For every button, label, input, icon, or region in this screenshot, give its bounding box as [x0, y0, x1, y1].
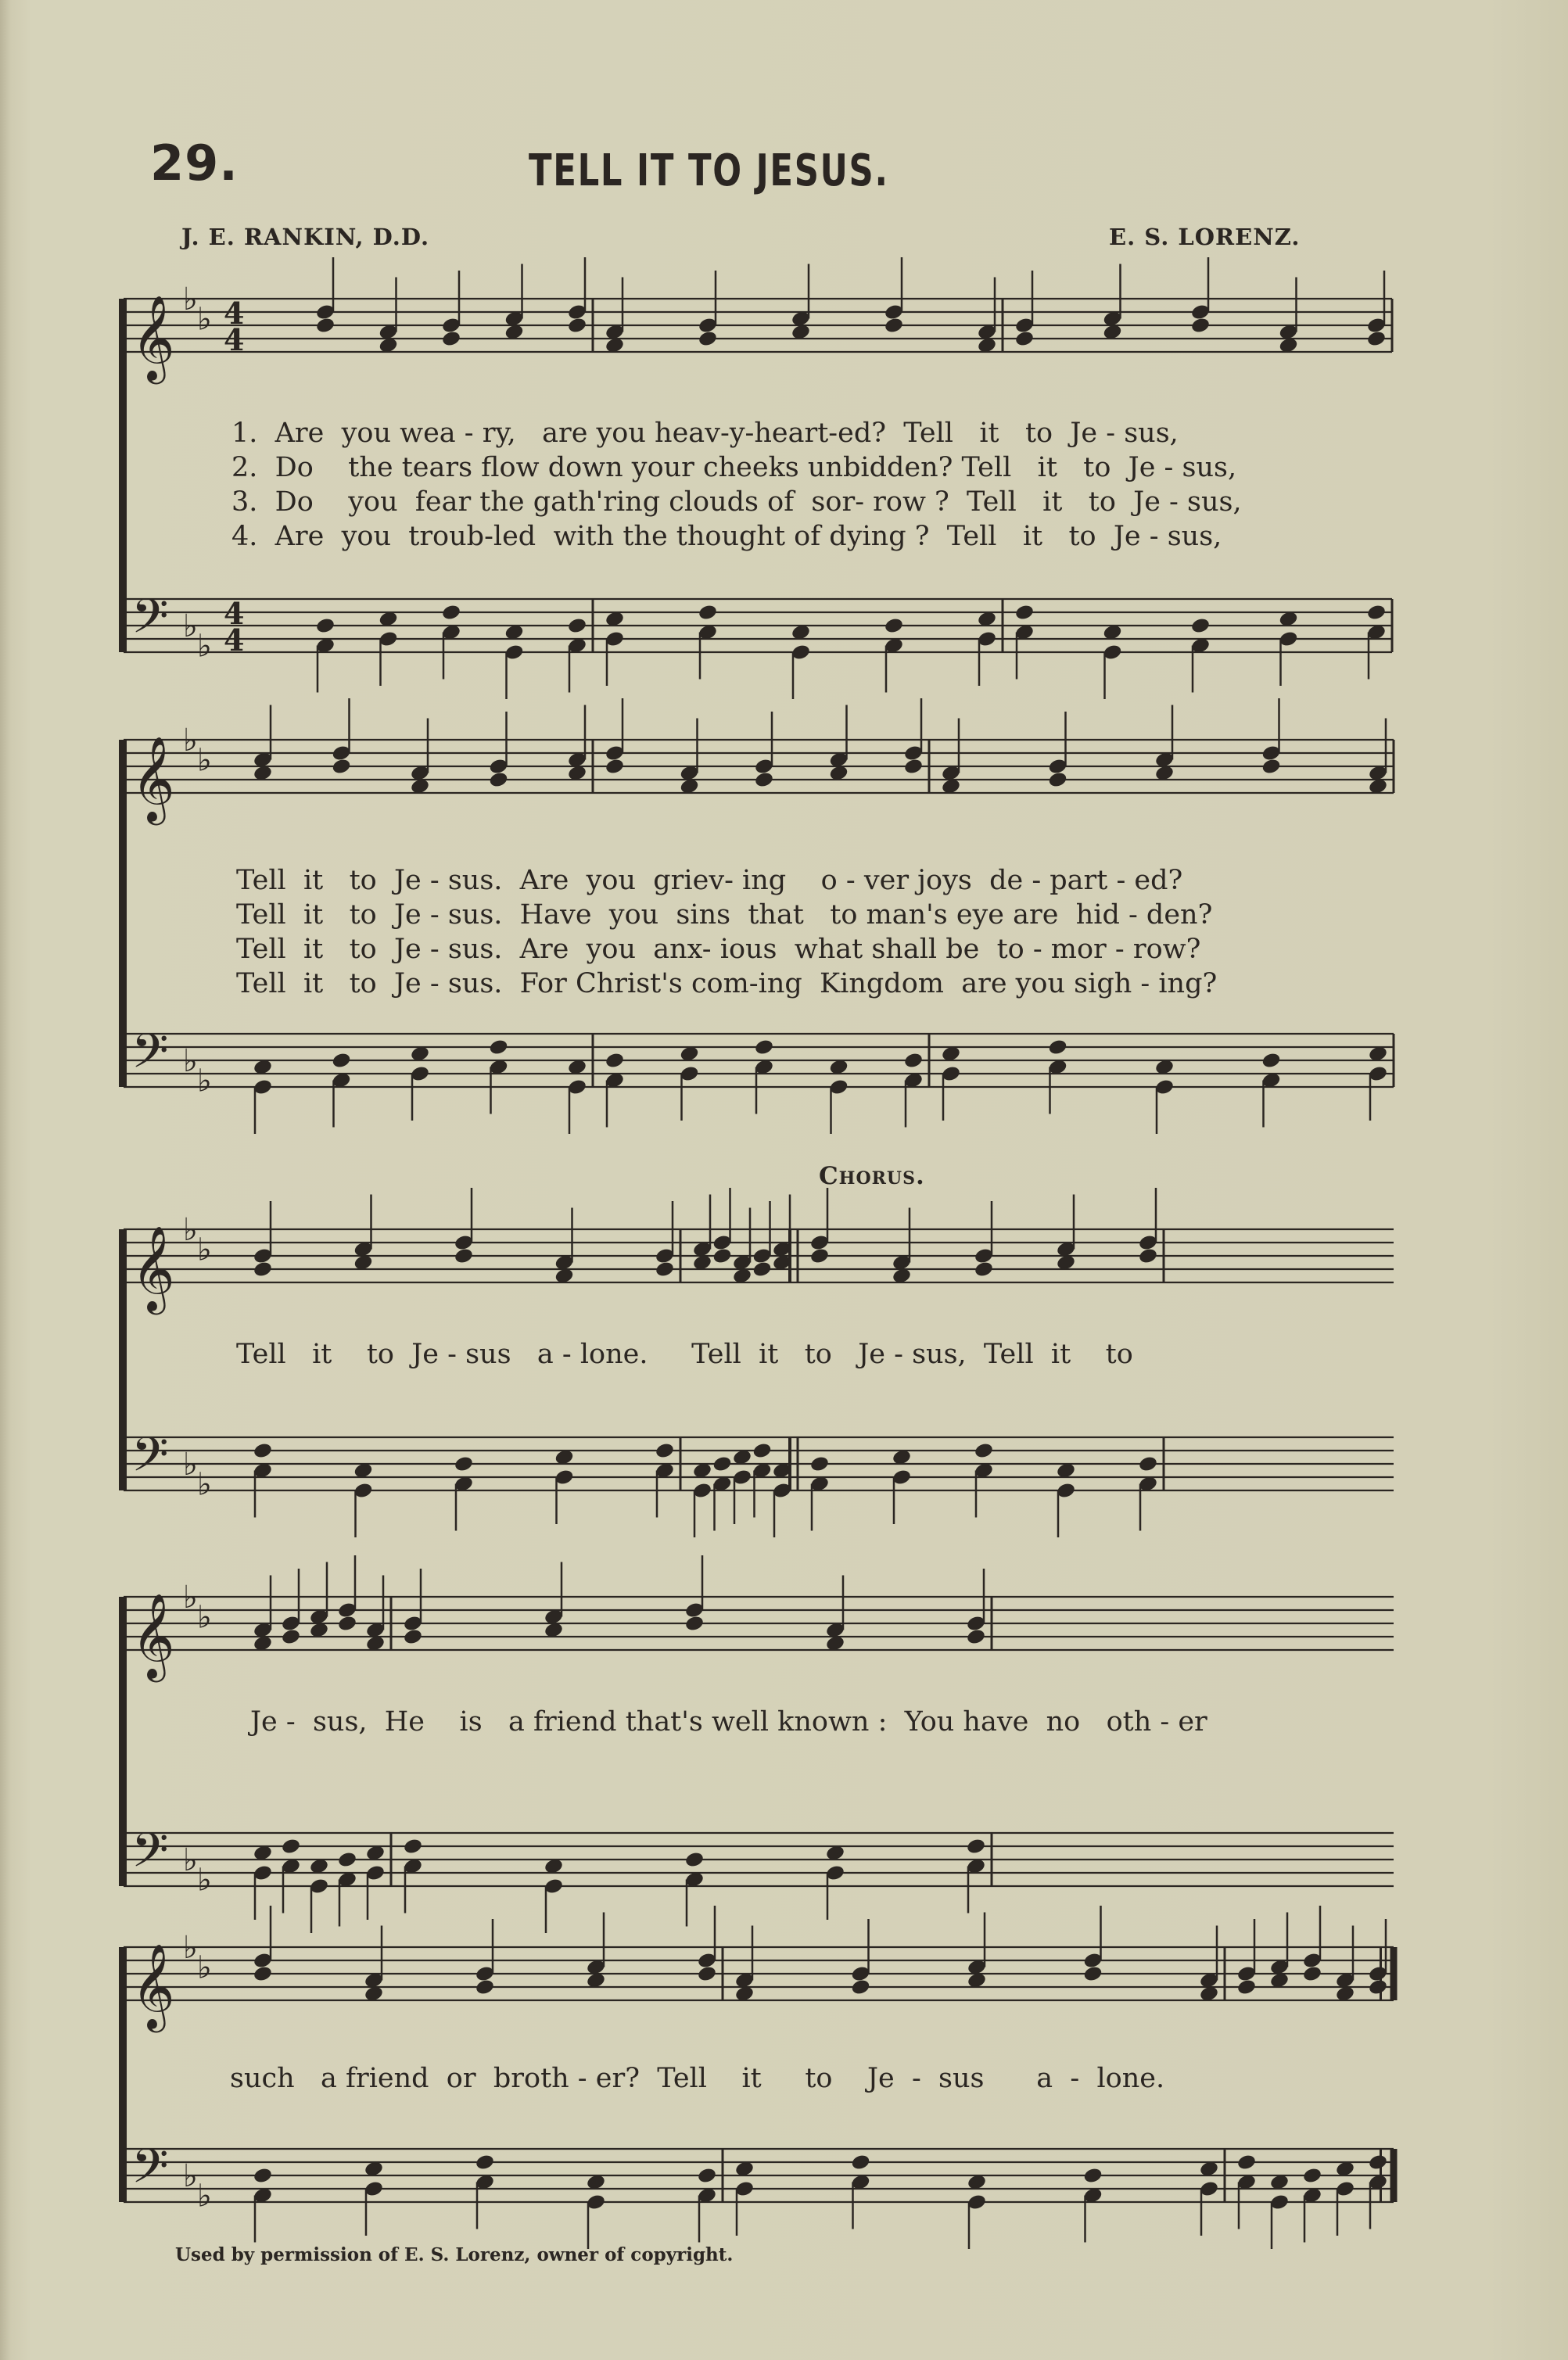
- flat-sign: ♭: [197, 1466, 212, 1503]
- lyric-line-verse-2: Tell it to Je - sus. Have you sins that to man's eye are hid - den?: [236, 899, 1213, 931]
- bar-line: [928, 1034, 931, 1087]
- note-head: [315, 617, 335, 635]
- treble-clef: 𝄞: [131, 1226, 175, 1311]
- note-head: [441, 604, 461, 622]
- flat-sign: ♭: [183, 1930, 198, 1966]
- copyright-footer: Used by permission of E. S. Lorenz, owner of copyright.: [175, 2244, 734, 2265]
- bar-line: [390, 1833, 393, 1886]
- note-head: [903, 1052, 924, 1070]
- note-head: [1138, 1247, 1158, 1265]
- bar-line: [1391, 599, 1394, 652]
- note-head: [684, 1615, 705, 1633]
- note-head: [403, 1838, 423, 1856]
- note-head: [697, 1965, 717, 1983]
- lyric-line-verse-4: Tell it to Je - sus. For Christ's com-ing Kingdom are you sigh - ing?: [236, 968, 1218, 999]
- note-head: [567, 317, 587, 335]
- bar-line: [680, 1229, 682, 1282]
- bass-clef: 𝄢: [131, 1823, 169, 1890]
- note-head: [966, 1628, 986, 1646]
- bar-line: [788, 1437, 791, 1490]
- time-signature-lower: 4: [224, 322, 245, 357]
- lyric-line-verse-3: Tell it to Je - sus. Are you anx- ious what shall be to - mor - row?: [236, 934, 1201, 965]
- bar-line: [1224, 2149, 1226, 2202]
- system-brace: [119, 1947, 127, 2202]
- system-brace: [119, 740, 127, 1087]
- treble-clef: 𝄞: [131, 1944, 175, 2029]
- note-head: [253, 2167, 273, 2185]
- note-head: [1261, 758, 1281, 776]
- bar-line: [592, 1034, 594, 1087]
- note-head: [974, 1261, 994, 1279]
- bar-line: [1390, 1947, 1398, 2000]
- bar-line: [592, 299, 594, 352]
- bar-line: [390, 1597, 393, 1650]
- bar-line: [1393, 740, 1395, 793]
- note-head: [1302, 2167, 1322, 2185]
- bass-clef: 𝄢: [131, 589, 169, 656]
- note-head: [605, 758, 625, 776]
- lyric-line-chorus: Tell it to Je - sus a - lone. Tell it to Je - sus, Tell it to: [236, 1339, 1133, 1370]
- flat-sign: ♭: [183, 1842, 198, 1878]
- note-head: [1261, 1052, 1281, 1070]
- note-head: [281, 1628, 301, 1646]
- note-head: [1190, 317, 1211, 335]
- note-head: [754, 771, 774, 789]
- bass-clef: 𝄢: [131, 2139, 169, 2206]
- flat-sign: ♭: [183, 1043, 198, 1079]
- note-head: [754, 1038, 774, 1056]
- note-head: [903, 758, 924, 776]
- note-head: [488, 771, 508, 789]
- flat-sign: ♭: [183, 282, 198, 317]
- time-signature-lower: 4: [224, 622, 245, 658]
- note-head: [884, 617, 904, 635]
- composer-credit: E. S. LORENZ.: [1109, 224, 1301, 250]
- note-head: [337, 1851, 357, 1869]
- note-head: [1082, 1965, 1103, 1983]
- note-head: [403, 1628, 423, 1646]
- flat-sign: ♭: [197, 1862, 212, 1899]
- flat-sign: ♭: [197, 1063, 212, 1099]
- system-brace: [119, 1597, 127, 1886]
- hymn-title: TELL IT TO JESUS.: [529, 145, 889, 196]
- note-head: [605, 1052, 625, 1070]
- note-head: [331, 1052, 351, 1070]
- bar-line: [928, 740, 931, 793]
- flat-sign: ♭: [183, 1447, 198, 1483]
- bar-line: [1163, 1437, 1165, 1490]
- note-head: [488, 1038, 508, 1056]
- note-head: [1236, 1978, 1257, 1996]
- note-head: [1366, 604, 1387, 622]
- note-head: [567, 617, 587, 635]
- bar-line: [797, 1229, 799, 1282]
- bar-line: [1224, 1947, 1226, 2000]
- note-head: [1047, 771, 1067, 789]
- note-head: [698, 604, 718, 622]
- note-head: [712, 1247, 732, 1265]
- note-head: [684, 1851, 705, 1869]
- note-head: [253, 1261, 273, 1279]
- bass-clef: 𝄢: [131, 1427, 169, 1494]
- bar-line: [797, 1437, 799, 1490]
- note-head: [1368, 2154, 1388, 2172]
- hymn-number: 29.: [150, 134, 239, 192]
- bar-line: [592, 740, 594, 793]
- note-head: [281, 1838, 301, 1856]
- note-head: [752, 1442, 772, 1460]
- bar-line: [1002, 599, 1004, 652]
- bar-line: [1393, 1034, 1395, 1087]
- note-head: [1368, 1978, 1388, 1996]
- bar-line: [1391, 299, 1394, 352]
- chorus-label: Chorus.: [819, 1162, 925, 1190]
- lyric-line-verse-2: 2. Do the tears flow down your cheeks unbidden? Tell it to Je - sus,: [231, 452, 1237, 483]
- lyric-line-verse-1: Tell it to Je - sus. Are you griev- ing o - ver joys de - part - ed?: [236, 865, 1183, 896]
- bar-line: [1390, 2149, 1398, 2202]
- bar-line: [991, 1833, 993, 1886]
- note-head: [1236, 2154, 1257, 2172]
- bar-line: [592, 599, 594, 652]
- note-head: [966, 1838, 986, 1856]
- flat-sign: ♭: [183, 608, 198, 644]
- flat-sign: ♭: [197, 1232, 212, 1268]
- flat-sign: ♭: [197, 1599, 212, 1636]
- note-head: [315, 317, 335, 335]
- lyric-line-verse-1: 1. Are you wea - ry, are you heav-y-heart-ed? Tell it to Je - sus,: [231, 418, 1179, 449]
- time-signature-upper: 4: [224, 596, 245, 631]
- note-head: [697, 2167, 717, 2185]
- flat-sign: ♭: [197, 628, 212, 665]
- note-head: [655, 1442, 675, 1460]
- treble-clef: 𝄞: [131, 737, 175, 822]
- bar-line: [680, 1437, 682, 1490]
- treble-clef: 𝄞: [131, 1594, 175, 1679]
- note-head: [253, 1442, 273, 1460]
- bar-line: [1002, 299, 1004, 352]
- note-head: [337, 1615, 357, 1633]
- note-head: [454, 1247, 474, 1265]
- bar-line: [722, 2149, 724, 2202]
- note-head: [655, 1261, 675, 1279]
- note-head: [1014, 604, 1035, 622]
- note-head: [1366, 330, 1387, 348]
- note-head: [1190, 617, 1211, 635]
- lyric-line-chorus: Je - sus, He is a friend that's well known : You have no oth - er: [250, 1706, 1207, 1738]
- bar-line: [722, 1947, 724, 2000]
- note-head: [1082, 2167, 1103, 2185]
- flat-sign: ♭: [197, 742, 212, 779]
- bar-line: [1163, 1229, 1165, 1282]
- note-head: [475, 1978, 495, 1996]
- lyric-line-verse-3: 3. Do you fear the gath'ring clouds of sor- row ? Tell it to Je - sus,: [231, 486, 1242, 518]
- flat-sign: ♭: [197, 301, 212, 338]
- note-head: [253, 1965, 273, 1983]
- note-head: [1047, 1038, 1067, 1056]
- note-head: [809, 1247, 830, 1265]
- flat-sign: ♭: [197, 1949, 212, 1986]
- flat-sign: ♭: [197, 2178, 212, 2215]
- note-head: [1014, 330, 1035, 348]
- note-head: [884, 317, 904, 335]
- time-signature-upper: 4: [224, 296, 245, 331]
- lyric-line-verse-4: 4. Are you troub-led with the thought of dying ? Tell it to Je - sus,: [231, 521, 1222, 552]
- note-head: [441, 330, 461, 348]
- bass-clef: 𝄢: [131, 1024, 169, 1091]
- note-head: [475, 2154, 495, 2172]
- author-credit: J. E. RANKIN, D.D.: [181, 224, 430, 250]
- note-head: [698, 330, 718, 348]
- treble-clef: 𝄞: [131, 296, 175, 381]
- note-head: [752, 1261, 772, 1279]
- note-head: [1138, 1455, 1158, 1473]
- flat-sign: ♭: [183, 2158, 198, 2194]
- flat-sign: ♭: [183, 723, 198, 759]
- note-head: [850, 1978, 870, 1996]
- note-head: [850, 2154, 870, 2172]
- flat-sign: ♭: [183, 1212, 198, 1248]
- note-head: [809, 1455, 830, 1473]
- lyric-line-chorus: such a friend or broth - er? Tell it to Je - sus a - lone.: [230, 2063, 1165, 2094]
- note-head: [1302, 1965, 1322, 1983]
- note-head: [331, 758, 351, 776]
- note-head: [974, 1442, 994, 1460]
- flat-sign: ♭: [183, 1580, 198, 1616]
- note-head: [712, 1455, 732, 1473]
- bar-line: [991, 1597, 993, 1650]
- note-head: [454, 1455, 474, 1473]
